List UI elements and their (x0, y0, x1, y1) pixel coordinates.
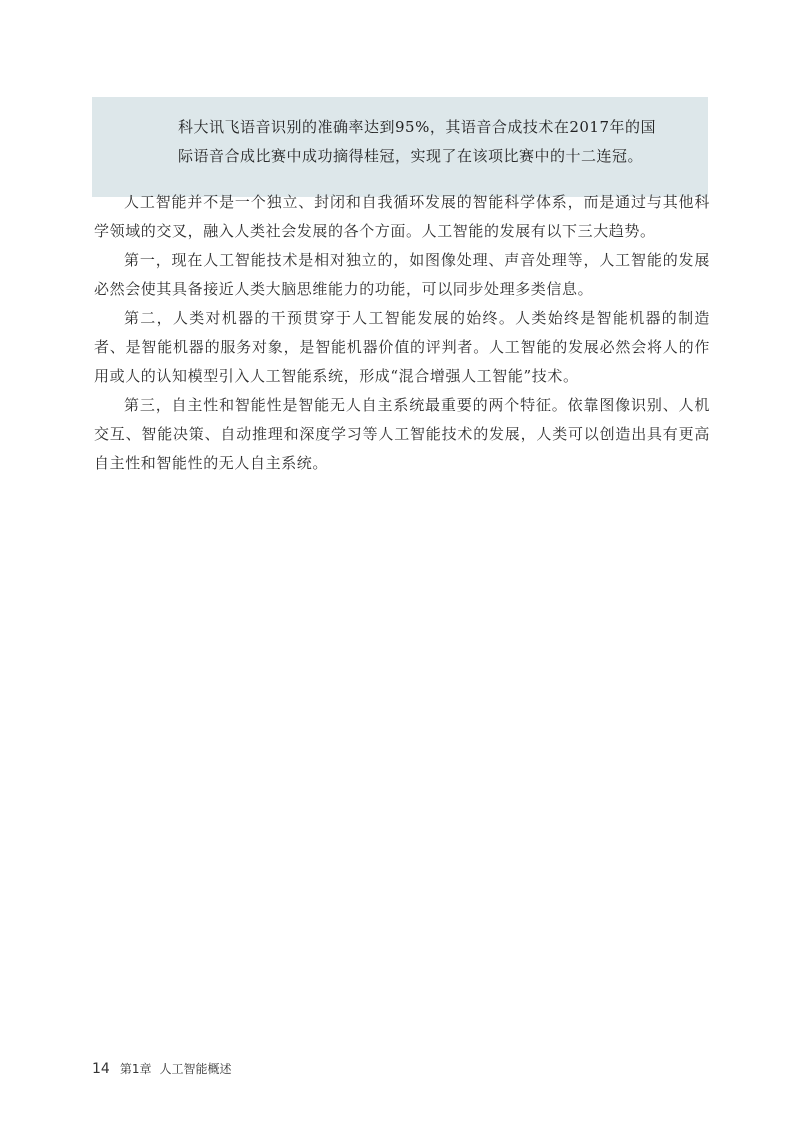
paragraph-trend-2: 第二，人类对机器的干预贯穿于人工智能发展的始终。人类始终是智能机器的制造者、是智能机器的服务对象，是智能机器价值的评判者。人工智能的发展必然会将人的作用或人的认知模型引入人工智能系统，形成“混合增强人工智能”技术。 (94, 309, 710, 385)
paragraph-intro: 人工智能并不是一个独立、封闭和自我循环发展的智能科学体系，而是通过与其他科学领域的交叉，融入人类社会发展的各个方面。人工智能的发展有以下三大趋势。 (94, 193, 710, 240)
callout-line-1: 科大讯飞语音识别的准确率达到95%，其语音合成技术在2017年的国 (178, 118, 657, 136)
chapter-title: 人工智能概述 (159, 1062, 232, 1076)
paragraph-trend-1: 第一，现在人工智能技术是相对独立的，如图像处理、声音处理等，人工智能的发展必然会使其具备接近人类大脑思维能力的功能，可以同步处理多类信息。 (94, 251, 710, 298)
page-footer (92, 1060, 231, 1077)
callout-line-2: 际语音合成比赛中成功摘得桂冠，实现了在该项比赛中的十二连冠。 (178, 147, 644, 165)
chapter-label: 第1章 (119, 1062, 152, 1076)
body-text (94, 188, 710, 478)
page-number: 14 (92, 1061, 110, 1077)
callout-box (92, 97, 708, 197)
paragraph-trend-3: 第三，自主性和智能性是智能无人自主系统最重要的两个特征。依靠图像识别、人机交互、智能决策、自动推理和深度学习等人工智能技术的发展，人类可以创造出具有更高自主性和智能性的无人自主系统。 (94, 396, 710, 472)
